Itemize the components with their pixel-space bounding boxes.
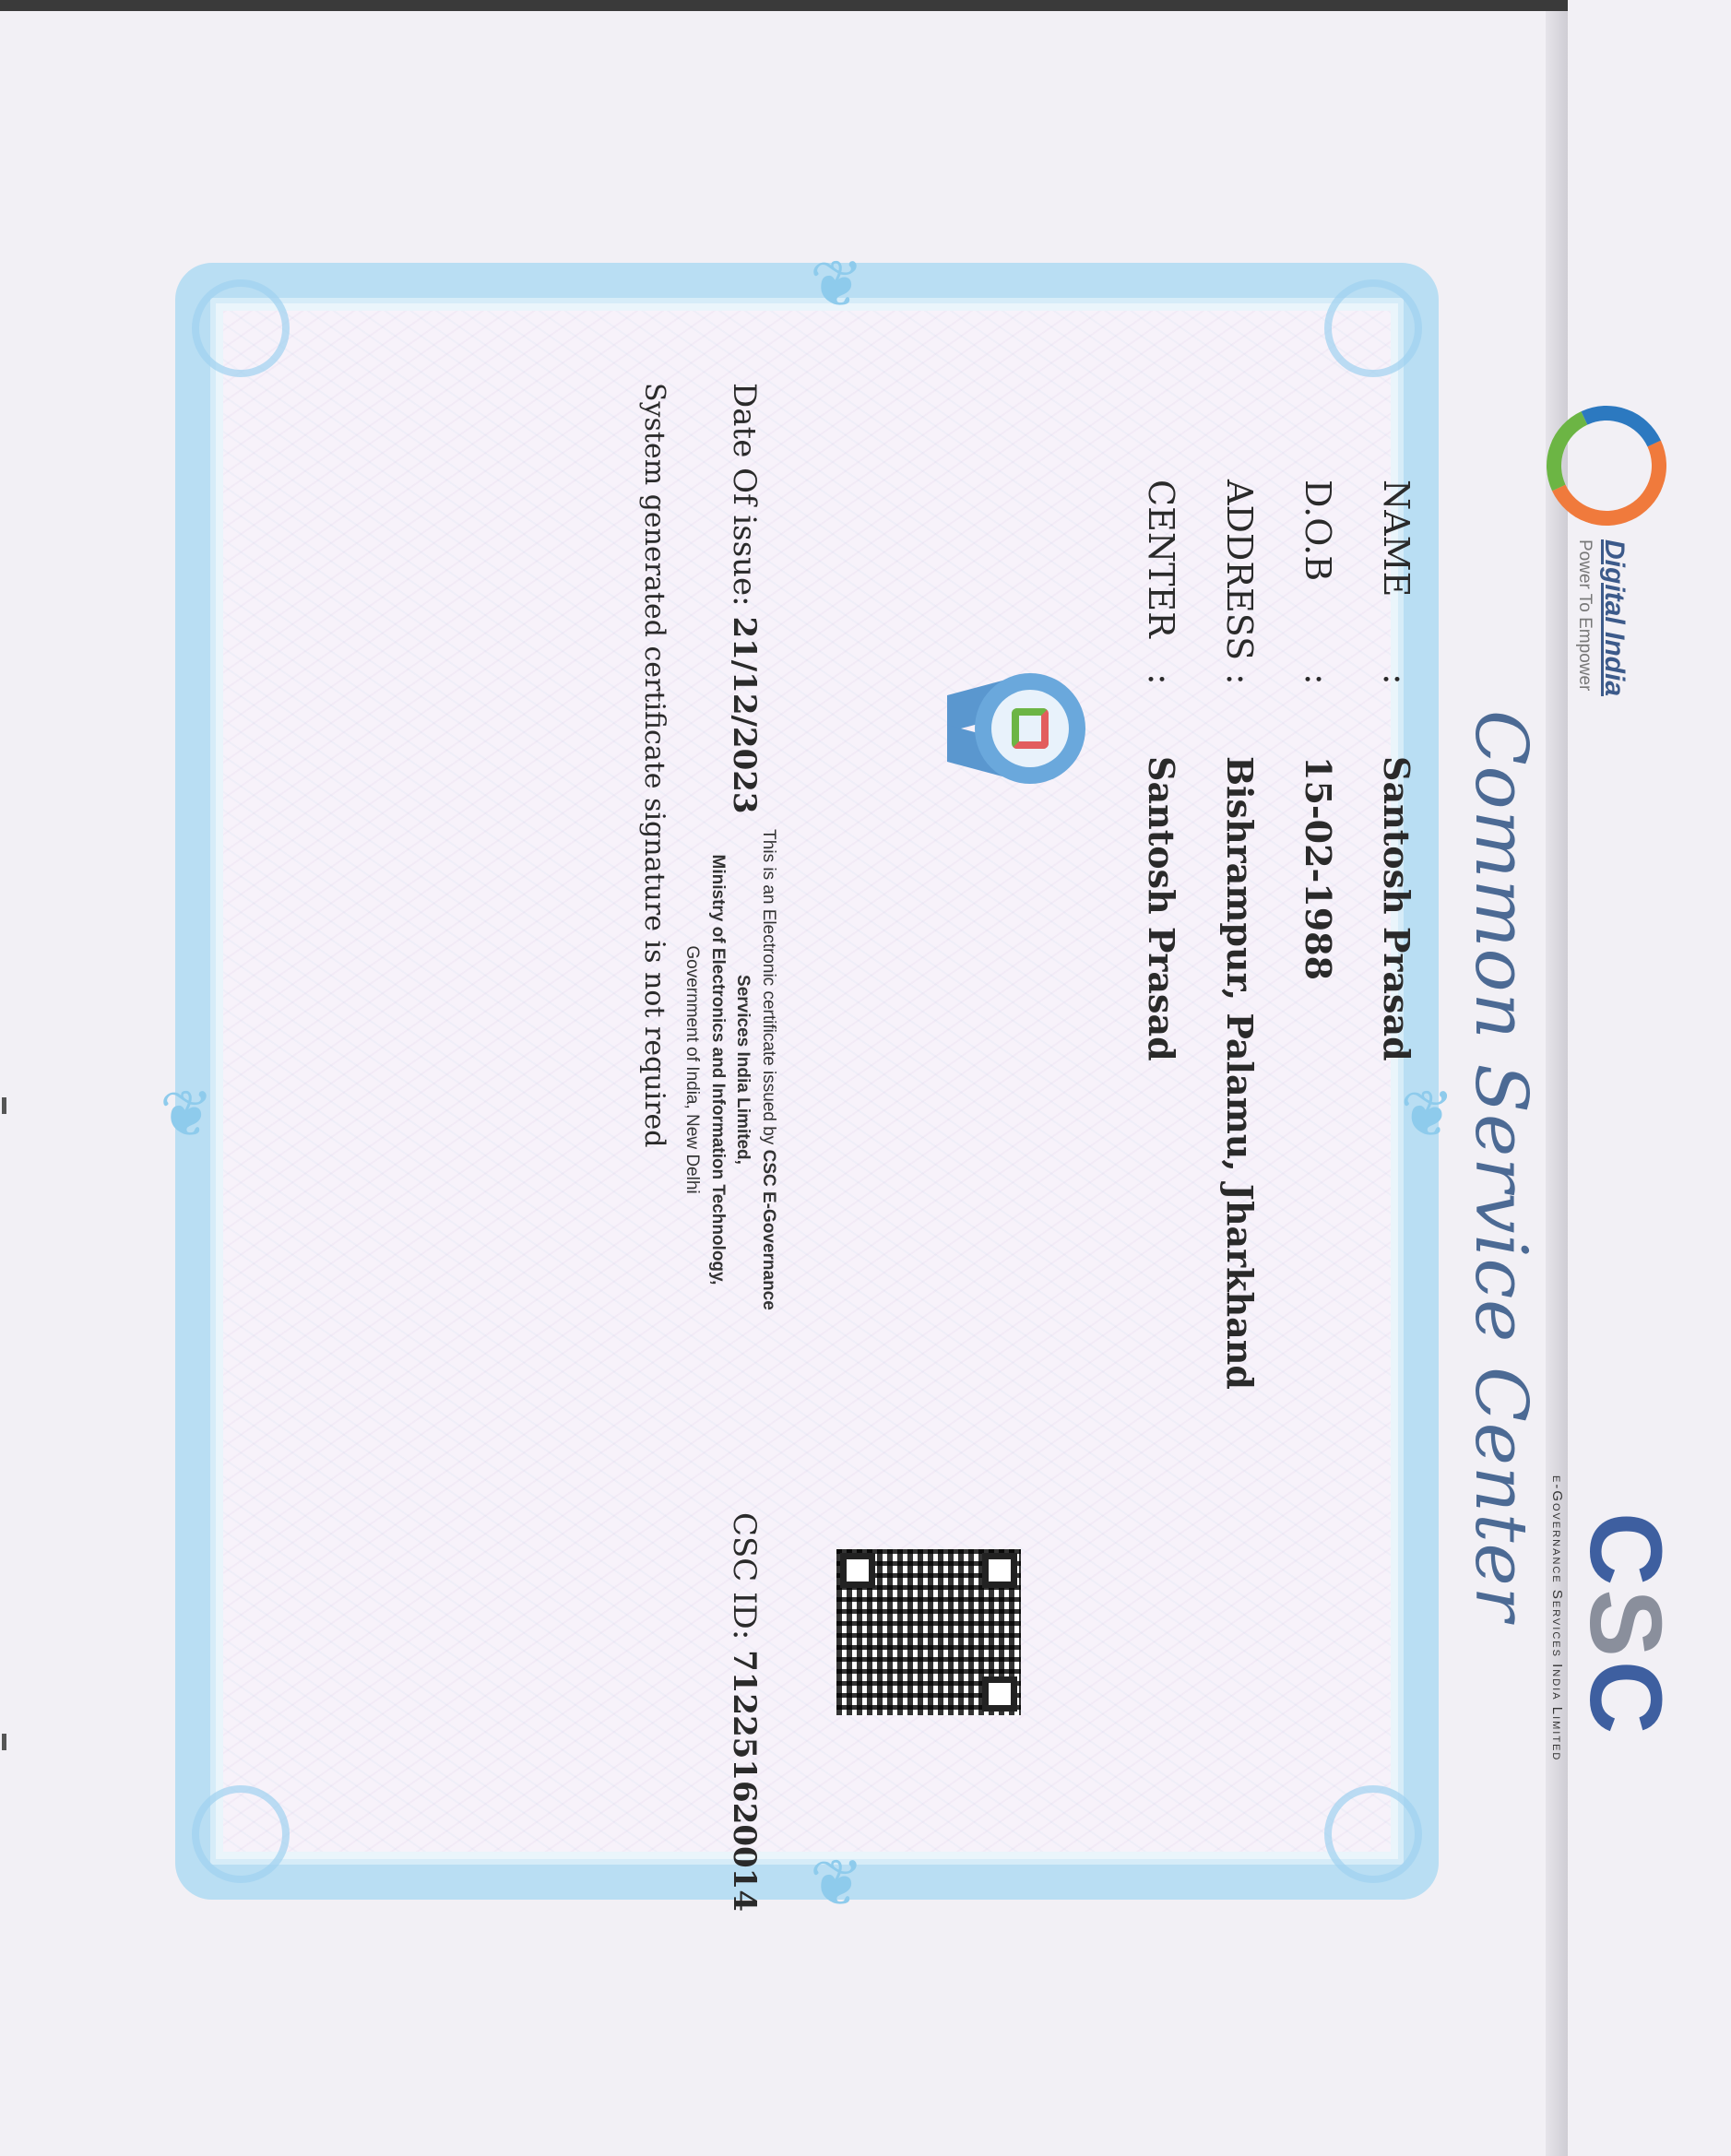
csc-tagline: e-Governance Services India Limited [1549, 1475, 1565, 1762]
csc-id [726, 1512, 763, 1912]
field-label: D.O.B [1298, 480, 1338, 582]
field-separator: : [1298, 673, 1338, 685]
csc-id-label: CSC ID: [726, 1512, 763, 1641]
issuer-prefix: This is an Electronic certificate issued by [759, 829, 778, 1145]
digital-india-ring-icon [1530, 389, 1684, 543]
field-row-dob [1298, 480, 1339, 980]
border-corner-ornament [192, 279, 290, 377]
field-row-address [1219, 480, 1261, 1390]
qr-finder-pattern [982, 1553, 1017, 1588]
csc-logo [1537, 1475, 1682, 1780]
digital-india-logo [1547, 406, 1666, 710]
field-value: Santosh Prasad [1141, 756, 1182, 1061]
border-fleuron-icon: ❦ [1400, 1076, 1454, 1152]
issuer-line-1 [730, 793, 781, 1346]
field-value: Bishrampur, Palamu, Jharkhand [1219, 756, 1261, 1390]
issuer-note [680, 793, 781, 1346]
field-label: ADDRESS [1219, 480, 1260, 661]
csc-wordmark [1569, 1512, 1682, 1738]
border-corner-ornament [192, 1785, 290, 1883]
border-fleuron-icon: ❦ [810, 1845, 864, 1921]
qr-finder-pattern [982, 1676, 1017, 1712]
certificate-title: Common Service Center [1459, 710, 1542, 1622]
issuer-org: CSC E-Governance Services India Limited, [733, 975, 778, 1310]
field-label: CENTER [1141, 480, 1181, 638]
qr-finder-pattern [840, 1553, 875, 1588]
scan-speck [2, 1097, 6, 1114]
date-of-issue [726, 383, 763, 814]
border-fleuron-icon: ❦ [160, 1076, 214, 1152]
scan-speck [2, 1734, 6, 1750]
field-separator: : [1141, 673, 1181, 685]
csc-id-value: 712251620014 [726, 1650, 763, 1912]
field-row-name [1376, 480, 1417, 1061]
qr-code[interactable] [836, 1549, 1021, 1715]
system-signature-note: System generated certificate signature is not required [638, 383, 670, 1148]
certificate-content [541, 277, 1731, 1912]
scan-top-edge [0, 0, 1568, 11]
csc-letter: C [1569, 1512, 1682, 1590]
csc-letter: C [1569, 1660, 1682, 1738]
issuer-line-3: Government of India, New Delhi [682, 945, 703, 1194]
field-value: 15-02-1988 [1298, 756, 1339, 981]
issue-date: 21/12/2023 [726, 616, 763, 814]
issuer-line-2: Ministry of Electronics and Information Technology, [707, 854, 728, 1285]
csc-letter: S [1569, 1589, 1682, 1661]
digital-india-tagline: Power To Empower [1575, 539, 1595, 692]
field-separator: : [1219, 673, 1260, 685]
csc-mark-icon [1012, 708, 1049, 749]
field-row-center [1141, 480, 1182, 1061]
border-fleuron-icon: ❦ [810, 246, 864, 322]
field-value: Santosh Prasad [1376, 756, 1417, 1061]
field-separator: : [1376, 673, 1417, 685]
issue-label: Date Of issue: [726, 383, 763, 607]
digital-india-name: Digital India [1599, 539, 1630, 697]
field-label: NAME [1376, 480, 1417, 598]
award-seal-icon [947, 664, 1085, 793]
border-corner-ornament [1324, 1785, 1422, 1883]
